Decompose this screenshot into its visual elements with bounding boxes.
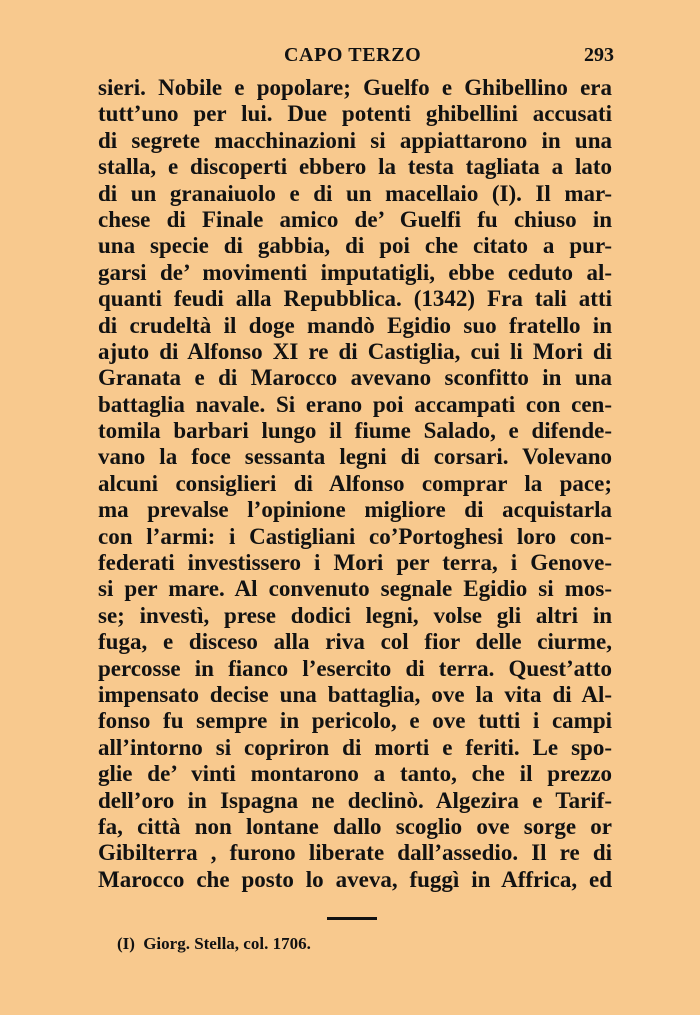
page-number: 293 xyxy=(584,44,614,66)
text-line: quanti feudi alla Repubblica. (1342) Fra tali atti xyxy=(98,286,612,312)
text-line: sieri. Nobile e popolare; Guelfo e Ghibellino era xyxy=(98,75,612,100)
text-line: se; investì, prese dodici legni, volse gli altri in xyxy=(98,602,612,628)
text-line: Granata e di Marocco avevano sconfitto in una xyxy=(98,365,612,391)
text-line: vano la foce sessanta legni di corsari. Volevano xyxy=(98,444,612,470)
text-line: alcuni consiglieri di Alfonso comprar la pace; xyxy=(98,470,612,496)
text-line: fonso fu sempre in pericolo, e ove tutti i campi xyxy=(98,708,612,734)
footnote-marker: (I) xyxy=(117,934,135,953)
text-line: tutt’uno per lui. Due potenti ghibellini accusati xyxy=(98,101,612,127)
text-line: una specie di gabbia, di poi che citato a pur- xyxy=(98,233,612,259)
footnote-text: Giorg. Stella, col. 1706. xyxy=(143,934,311,953)
footnote-divider xyxy=(327,917,377,920)
text-line: impensato decise una battaglia, ove la vita di Al- xyxy=(98,681,612,707)
text-line: si per mare. Al convenuto segnale Egidio si mos- xyxy=(98,576,612,602)
footnote xyxy=(117,934,311,954)
text-line: chese di Finale amico de’ Guelfi fu chiuso in xyxy=(98,206,612,232)
text-line: battaglia navale. Si erano poi accampati con cen- xyxy=(98,391,612,417)
text-line: ajuto di Alfonso XI re di Castiglia, cui li Mori di xyxy=(98,338,612,364)
text-line: ma prevalse l’opinione migliore di acquistarla xyxy=(98,497,612,523)
text-line: garsi de’ movimenti imputatigli, ebbe ceduto al- xyxy=(98,259,612,285)
body-text xyxy=(98,75,612,893)
text-line: glie de’ vinti montarono a tanto, che il prezzo xyxy=(98,761,612,787)
text-line: di segrete macchinazioni si appiattarono in una xyxy=(98,127,612,153)
text-line: stalla, e discoperti ebbero la testa tagliata a lato xyxy=(98,154,612,180)
text-line: di crudeltà il doge mandò Egidio suo fratello in xyxy=(98,312,612,338)
running-head: CAPO TERZO xyxy=(284,44,422,66)
text-line: con l’armi: i Castigliani co’Portoghesi loro con- xyxy=(98,523,612,549)
text-line: tomila barbari lungo il fiume Salado, e difende- xyxy=(98,418,612,444)
text-line: dell’oro in Ispagna ne declinò. Algezira e Tarif- xyxy=(98,787,612,813)
text-line: federati investissero i Mori per terra, i Genove- xyxy=(98,550,612,576)
text-line: fa, città non lontane dallo scoglio ove sorge or xyxy=(98,813,612,839)
text-line: Marocco che posto lo aveva, fuggì in Affrica, ed xyxy=(98,866,612,892)
text-line: di un granaiuolo e di un macellaio (I). Il mar- xyxy=(98,180,612,206)
page-header xyxy=(98,44,614,74)
text-line: all’intorno si copriron di morti e feriti. Le spo- xyxy=(98,734,612,760)
text-line: fuga, e disceso alla riva col fior delle ciurme, xyxy=(98,629,612,655)
text-line: percosse in fianco l’esercito di terra. Quest’atto xyxy=(98,655,612,681)
text-line: Gibilterra , furono liberate dall’assedio. Il re di xyxy=(98,840,612,866)
